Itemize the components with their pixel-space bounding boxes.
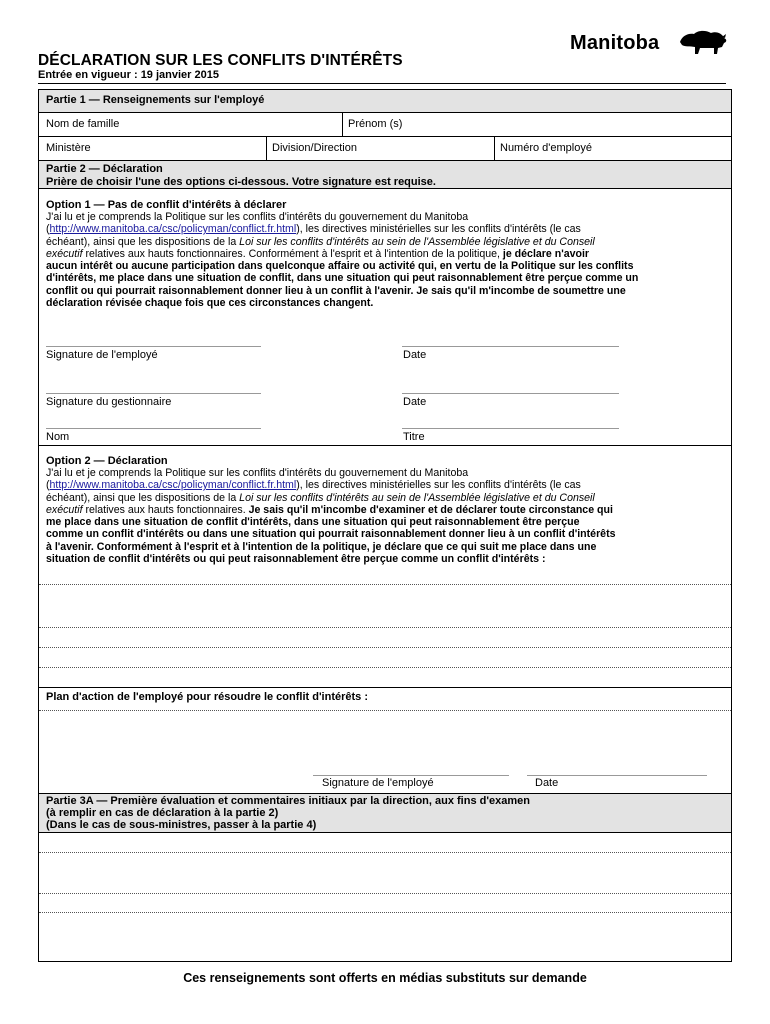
effective-date: Entrée en vigueur : 19 janvier 2015 [38,69,219,81]
text: relatives aux hauts fonctionnaires. [82,503,249,516]
rule [342,112,343,136]
option2-line: J'ai lu et je comprends la Politique sur les conflits d'intérêts du gouvernement du Manitoba [46,467,469,479]
part3a-heading: Partie 3A — Première évaluation et commentaires initiaux par la direction, aux fins d'examen [46,795,530,807]
logo-text: Manitoba [570,32,660,54]
footer-notice: Ces renseignements sont offerts en médias substituts sur demande [183,971,587,985]
name-line[interactable] [46,428,261,429]
manager-signature-label: Signature du gestionnaire [46,396,172,408]
action-plan-date-label: Date [535,777,559,789]
text: échéant), ainsi que les dispositions de la [46,491,240,504]
option2-line: comme un conflit d'intérêts ou dans une situation qui pourrait raisonnablement donner lieu à un conflit d'intérêts [46,528,616,541]
option2-heading: Option 2 — Déclaration [46,455,168,467]
title-rule [38,83,726,84]
part2-heading: Partie 2 — Déclaration [46,163,163,175]
option1-line: J'ai lu et je comprends la Politique sur les conflits d'intérêts du gouvernement du Manitoba [46,211,469,223]
rule [39,667,731,668]
document-title: DÉCLARATION SUR LES CONFLITS D'INTÉRÊTS [38,52,403,69]
text: ( [46,223,50,236]
option2-line [46,504,726,516]
management-comment-field-1[interactable] [39,833,731,852]
bison-icon [678,28,728,56]
declaration-field-2[interactable] [39,628,731,647]
option1-line [46,223,726,235]
option2-line [46,492,726,504]
option1-text [46,211,726,309]
management-comment-field-4[interactable] [39,913,731,961]
text: ), les directives ministérielles sur les conflits d'intérêts (le cas [296,479,581,492]
date-label: Date [403,349,427,361]
text: ), les directives ministérielles sur les conflits d'intérêts (le cas [296,223,581,236]
management-comment-field-3[interactable] [39,894,731,912]
part2-instruction: Prière de choisir l'une des options ci-dessous. Votre signature est requise. [46,176,436,188]
option1-line [46,248,726,260]
text: Je sais qu'il m'incombe d'examiner et de déclarer toute circonstance qui [248,503,613,516]
rule [494,136,495,160]
part3a-note: (Dans le cas de sous-ministres, passer à la partie 4) [46,819,317,831]
rule [266,136,267,160]
declaration-field-3[interactable] [39,648,731,667]
option1-line: aucun intérêt ou aucune participation dans quelconque affaire ou activité qui, en vertu de la Politique sur les conflits [46,260,634,273]
text: échéant), ainsi que les dispositions de la [46,235,240,248]
date-line[interactable] [402,393,619,394]
management-comment-field-2[interactable] [39,853,731,893]
ministry-label: Ministère [46,142,91,154]
rule [39,136,731,137]
title-line[interactable] [402,428,619,429]
option1-line: conflit ou qui pourrait raisonnablement donner lieu à un conflit à l'avenir. Je sais qu'il m'incombe de soumettre une [46,284,626,297]
option1-line: déclaration révisée chaque fois que ces circonstances changent. [46,297,374,310]
manager-signature-line[interactable] [46,393,261,394]
text: je déclare n'avoir [502,247,590,260]
employee-number-label: Numéro d'employé [500,142,592,154]
option2-line: me place dans une situation de conflit d'intérêts, dans une situation qui peut raisonnablement être perçue [46,516,580,529]
name-label: Nom [46,431,70,443]
option1-line: d'intérêts, me place dans une situation de conflit, dans une situation qui peut raisonnablement être perçue comme un [46,272,639,285]
policy-link[interactable]: http://www.manitoba.ca/csc/policyman/conflict.fr.html [49,223,297,236]
act-title: exécutif [46,247,83,260]
option2-text [46,467,726,565]
title-label: Titre [403,431,425,443]
first-name-label: Prénom (s) [348,118,403,130]
action-plan-field[interactable] [39,711,731,771]
action-plan-date-line[interactable] [527,775,707,776]
form-box [38,89,732,962]
option2-line: situation de conflit d'intérêts ou qui peut raisonnablement être perçue comme un conflit d'intérêts : [46,553,546,566]
rule [39,445,731,446]
last-name-label: Nom de famille [46,118,120,130]
manitoba-logo [570,28,730,58]
text: ( [46,479,50,492]
declaration-field-1[interactable] [39,585,731,627]
rule [39,687,731,688]
policy-link[interactable]: http://www.manitoba.ca/csc/policyman/conflict.fr.html [49,479,297,492]
date-label: Date [403,396,427,408]
rule [39,112,731,113]
division-label: Division/Direction [272,142,357,154]
rule [39,188,731,189]
part3a-note: (à remplir en cas de déclaration à la partie 2) [46,807,279,819]
text: relatives aux hauts fonctionnaires. Conformément à l'esprit et à l'intention de la politique, [82,247,503,260]
action-plan-label: Plan d'action de l'employé pour résoudre le conflit d'intérêts : [46,691,369,703]
part1-heading: Partie 1 — Renseignements sur l'employé [46,94,265,106]
act-title: Loi sur les conflits d'intérêts au sein de l'Assemblée législative et du Conseil [239,235,595,248]
action-plan-signature-label: Signature de l'employé [322,777,434,789]
employee-signature-line[interactable] [46,346,261,347]
date-line[interactable] [402,346,619,347]
action-plan-signature-line[interactable] [313,775,509,776]
employee-signature-label: Signature de l'employé [46,349,158,361]
act-title: exécutif [46,503,83,516]
option2-line: à l'avenir. Conformément à l'esprit et à l'intention de la politique, je déclare que ce qui suit me place dans une [46,540,597,553]
act-title: Loi sur les conflits d'intérêts au sein de l'Assemblée législative et du Conseil [239,491,595,504]
option1-line [46,236,726,248]
option1-heading: Option 1 — Pas de conflit d'intérêts à déclarer [46,199,287,211]
option2-line [46,479,726,491]
